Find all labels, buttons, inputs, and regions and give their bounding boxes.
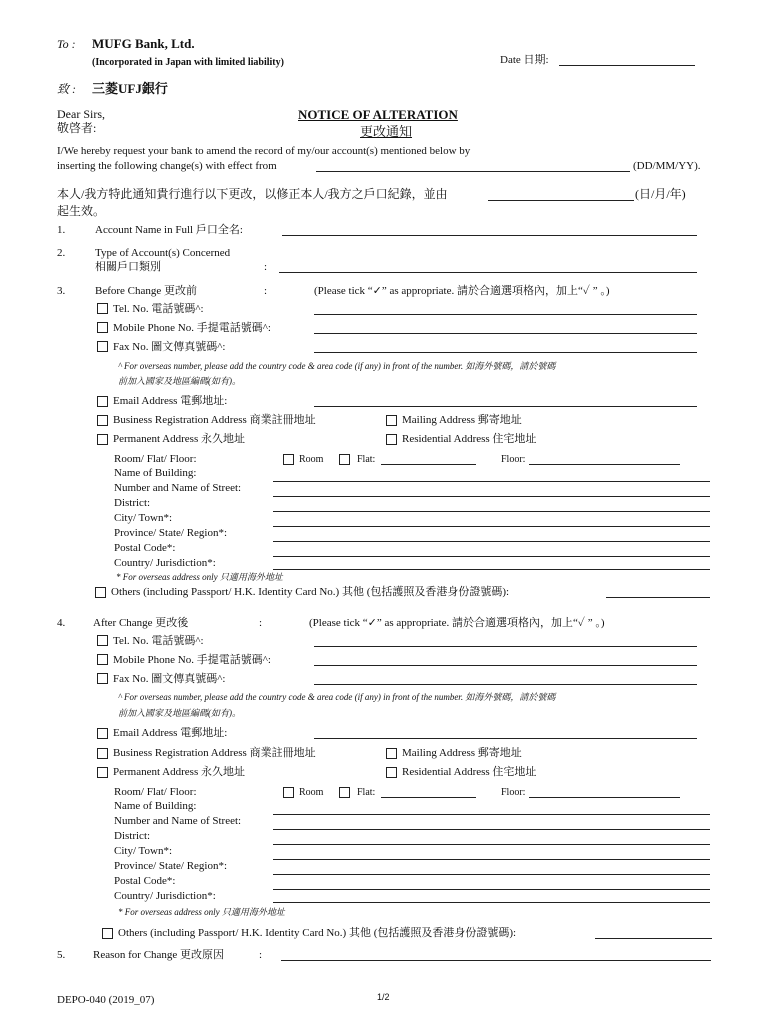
reason-field[interactable] <box>281 960 711 961</box>
others-label: Others (including Passport/ H.K. Identity Card No.) 其他 (包括護照及香港身份證號碼): <box>111 586 510 598</box>
mobile-checkbox[interactable] <box>97 322 108 333</box>
residential-address-checkbox[interactable] <box>386 434 397 445</box>
account-name-label: Account Name in Full 戶口全名: <box>95 224 243 236</box>
salutation: Dear Sirs, <box>57 107 105 121</box>
email-label: Email Address 電郵地址: <box>113 395 228 407</box>
mobile-checkbox-after[interactable] <box>97 654 108 665</box>
to-label: To : <box>57 37 76 51</box>
email-label-after: Email Address 電郵地址: <box>113 727 228 739</box>
postal-code-label: Postal Code*: <box>114 542 176 554</box>
intro-line-1: I/We hereby request your bank to amend the record of my/our account(s) mentioned below by <box>57 145 471 157</box>
country-label-after: Country/ Jurisdiction*: <box>114 890 216 902</box>
permanent-address-checkbox-after[interactable] <box>97 767 108 778</box>
overseas-number-note-cn: 前加入國家及地區編碼(如有)。 <box>118 376 241 386</box>
others-label-after: Others (including Passport/ H.K. Identity Card No.) 其他 (包括護照及香港身份證號碼): <box>118 927 517 939</box>
overseas-address-note-after: * For overseas address only 只適用海外地址 <box>118 907 285 917</box>
account-type-field[interactable] <box>279 272 697 273</box>
room-label: Room <box>299 454 324 465</box>
intro-cn-line-1: 本人/我方特此通知貴行進行以下更改，以修正本人/我方之戶口紀錄，並由 <box>57 187 448 201</box>
permanent-address-label: Permanent Address 永久地址 <box>113 433 245 445</box>
section-4-number: 4. <box>57 617 66 629</box>
fax-field[interactable] <box>314 352 697 353</box>
city-label: City/ Town*: <box>114 512 173 524</box>
building-field[interactable] <box>273 481 710 482</box>
page-number: 1/2 <box>377 992 390 1002</box>
country-field-after[interactable] <box>273 902 710 903</box>
postal-code-label-after: Postal Code*: <box>114 875 176 887</box>
province-field[interactable] <box>273 541 710 542</box>
intro-line-2: inserting the following change(s) with effect from <box>57 160 277 172</box>
city-label-after: City/ Town*: <box>114 845 173 857</box>
intro-date-format: (DD/MM/YY). <box>633 160 701 172</box>
residential-address-label-after: Residential Address 住宅地址 <box>402 766 537 778</box>
overseas-address-note: * For overseas address only 只適用海外地址 <box>116 572 283 582</box>
flat-field[interactable] <box>381 464 476 465</box>
tel-field-after[interactable] <box>314 646 697 647</box>
floor-field[interactable] <box>529 464 680 465</box>
fax-checkbox[interactable] <box>97 341 108 352</box>
overseas-number-note-cn-after: 前加入國家及地區編碼(如有)。 <box>118 708 241 718</box>
others-checkbox-after[interactable] <box>102 928 113 939</box>
tick-instruction-after: (Please tick “✓” as appropriate. 請於合適選項格內，加上“✓ ” 。) <box>309 617 605 629</box>
fax-field-after[interactable] <box>314 684 697 685</box>
reason-label: Reason for Change 更改原因 <box>93 949 225 961</box>
date-field[interactable] <box>559 65 695 66</box>
district-label-after: District: <box>114 830 151 842</box>
district-label: District: <box>114 497 151 509</box>
tick-instruction: (Please tick “✓” as appropriate. 請於合適選項格內，加上“✓ ” 。) <box>314 285 610 297</box>
section-3-number: 3. <box>57 285 66 297</box>
flat-label: Flat: <box>357 454 376 465</box>
fax-label: Fax No. 圖文傳真號碼^: <box>113 341 226 353</box>
mailing-address-label-after: Mailing Address 郵寄地址 <box>402 747 522 759</box>
street-label: Number and Name of Street: <box>114 482 242 494</box>
before-change-colon: : <box>264 285 268 297</box>
mobile-label-after: Mobile Phone No. 手提電話號碼^: <box>113 654 271 666</box>
business-address-label: Business Registration Address 商業註冊地址 <box>113 414 316 426</box>
floor-label: Floor: <box>501 454 526 465</box>
mobile-field[interactable] <box>314 333 697 334</box>
effective-date-field-cn[interactable] <box>488 200 634 201</box>
flat-field-after[interactable] <box>381 797 476 798</box>
city-field-after[interactable] <box>273 859 710 860</box>
email-field-after[interactable] <box>314 738 697 739</box>
tel-field[interactable] <box>314 314 697 315</box>
country-label: Country/ Jurisdiction*: <box>114 557 216 569</box>
flat-label-after: Flat: <box>357 787 376 798</box>
business-address-checkbox[interactable] <box>97 415 108 426</box>
room-flat-floor-label-after: Room/ Flat/ Floor: <box>114 786 197 798</box>
province-label-after: Province/ State/ Region*: <box>114 860 228 872</box>
before-change-label: Before Change 更改前 <box>95 285 198 297</box>
after-change-colon: : <box>259 617 263 629</box>
page-title: NOTICE OF ALTERATION <box>298 107 458 122</box>
province-label: Province/ State/ Region*: <box>114 527 228 539</box>
fax-label-after: Fax No. 圖文傳真號碼^: <box>113 673 226 685</box>
tel-label: Tel. No. 電話號碼^: <box>113 303 204 315</box>
province-field-after[interactable] <box>273 874 710 875</box>
section-1-number: 1. <box>57 224 66 236</box>
email-checkbox-after[interactable] <box>97 728 108 739</box>
mobile-field-after[interactable] <box>314 665 697 666</box>
street-field[interactable] <box>273 496 710 497</box>
building-label-after: Name of Building: <box>114 800 197 812</box>
intro-cn-date-format: (日/月/年) <box>635 187 686 201</box>
form-code: DEPO-040 (2019_07) <box>57 994 155 1006</box>
flat-checkbox[interactable] <box>339 454 350 465</box>
room-checkbox-after[interactable] <box>283 787 294 798</box>
others-field[interactable] <box>606 597 710 598</box>
room-flat-floor-label: Room/ Flat/ Floor: <box>114 453 197 465</box>
residential-address-checkbox-after[interactable] <box>386 767 397 778</box>
bank-subtitle: (Incorporated in Japan with limited liability) <box>92 57 284 68</box>
mailing-address-checkbox[interactable] <box>386 415 397 426</box>
email-checkbox[interactable] <box>97 396 108 407</box>
mailing-address-checkbox-after[interactable] <box>386 748 397 759</box>
building-field-after[interactable] <box>273 814 710 815</box>
account-type-label: Type of Account(s) Concerned <box>95 247 231 259</box>
flat-checkbox-after[interactable] <box>339 787 350 798</box>
district-field[interactable] <box>273 511 710 512</box>
postal-code-field-after[interactable] <box>273 889 710 890</box>
section-5-number: 5. <box>57 949 66 961</box>
mobile-label: Mobile Phone No. 手提電話號碼^: <box>113 322 271 334</box>
salutation-cn: 敬啓者: <box>57 121 97 135</box>
bank-name-cn: 三菱UFJ銀行 <box>92 81 168 96</box>
overseas-number-note: ^ For overseas number, please add the country code & area code (if any) in front of the number. 如海外號碼，請於號碼 <box>118 361 556 371</box>
tel-checkbox-after[interactable] <box>97 635 108 646</box>
room-label-after: Room <box>299 787 324 798</box>
account-type-label-cn: 相關戶口類別 <box>95 261 161 273</box>
country-field[interactable] <box>273 569 710 570</box>
fax-checkbox-after[interactable] <box>97 673 108 684</box>
after-change-label: After Change 更改後 <box>93 617 189 629</box>
tel-label-after: Tel. No. 電話號碼^: <box>113 635 204 647</box>
page-title-cn: 更改通知 <box>360 124 413 139</box>
section-2-number: 2. <box>57 247 66 259</box>
intro-cn-line-2: 起生效。 <box>57 204 106 218</box>
others-field-after[interactable] <box>595 938 712 939</box>
city-field[interactable] <box>273 526 710 527</box>
business-address-checkbox-after[interactable] <box>97 748 108 759</box>
business-address-label-after: Business Registration Address 商業註冊地址 <box>113 747 316 759</box>
others-checkbox[interactable] <box>95 587 106 598</box>
street-field-after[interactable] <box>273 829 710 830</box>
effective-date-field[interactable] <box>316 171 630 172</box>
email-field[interactable] <box>314 406 697 407</box>
account-name-field[interactable] <box>282 235 697 236</box>
reason-colon: : <box>259 949 263 961</box>
permanent-address-label-after: Permanent Address 永久地址 <box>113 766 245 778</box>
district-field-after[interactable] <box>273 844 710 845</box>
street-label-after: Number and Name of Street: <box>114 815 242 827</box>
floor-field-after[interactable] <box>529 797 680 798</box>
floor-label-after: Floor: <box>501 787 526 798</box>
date-label: Date 日期: <box>500 54 549 66</box>
mailing-address-label: Mailing Address 郵寄地址 <box>402 414 522 426</box>
permanent-address-checkbox[interactable] <box>97 434 108 445</box>
building-label: Name of Building: <box>114 467 197 479</box>
room-checkbox[interactable] <box>283 454 294 465</box>
tel-checkbox[interactable] <box>97 303 108 314</box>
residential-address-label: Residential Address 住宅地址 <box>402 433 537 445</box>
account-type-colon: : <box>264 261 268 273</box>
postal-code-field[interactable] <box>273 556 710 557</box>
overseas-number-note-after: ^ For overseas number, please add the country code & area code (if any) in front of the number. 如海外號碼，請於號碼 <box>118 692 556 702</box>
bank-name: MUFG Bank, Ltd. <box>92 36 195 51</box>
to-label-cn: 致 : <box>57 82 76 96</box>
